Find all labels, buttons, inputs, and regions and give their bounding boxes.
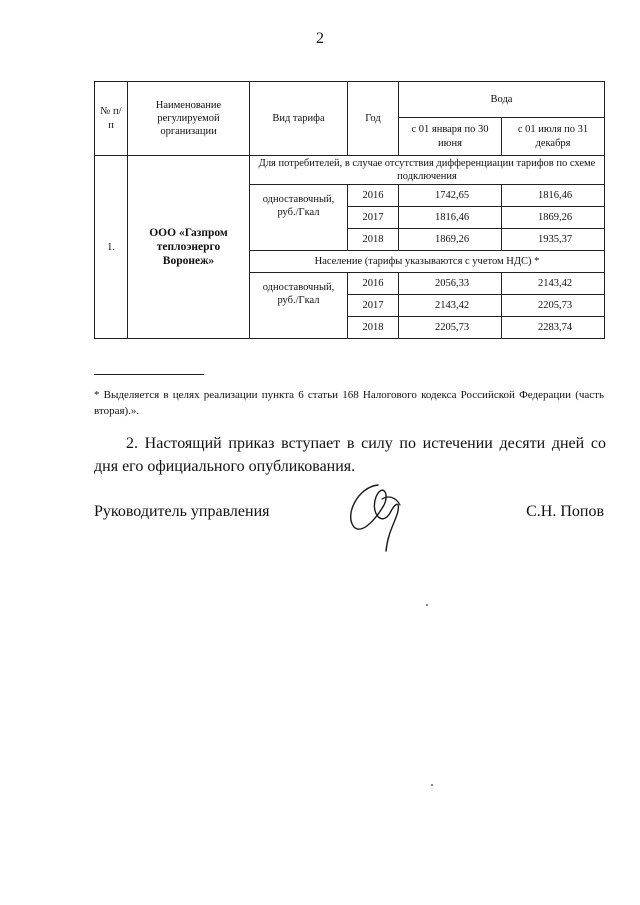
header-organization: Наименование регулируемой организации (128, 82, 250, 156)
scan-speck (431, 784, 433, 786)
tariff-type-cell: одноставочный, руб./Гкал (250, 185, 348, 251)
tariff-table (94, 81, 605, 339)
group-title: Население (тарифы указываются с учетом НДС) * (250, 251, 605, 273)
handwritten-signature (338, 475, 418, 555)
footnote: * Выделяется в целях реализации пункта 6 статьи 168 Налогового кодекса Российской Федерации (часть вторая).». (94, 389, 604, 417)
year-cell: 2016 (348, 273, 399, 295)
value-cell: 2205,73 (502, 295, 605, 317)
order-paragraph: 2. Настоящий приказ вступает в силу по истечении десяти дней со дня его официального опубликования. (94, 435, 606, 475)
value-cell: 2205,73 (399, 317, 502, 339)
scan-speck (426, 604, 428, 606)
value-cell: 1869,26 (502, 207, 605, 229)
value-cell: 1742,65 (399, 185, 502, 207)
value-cell: 2143,42 (502, 273, 605, 295)
header-period-2: с 01 июля по 31 декабря (502, 118, 605, 156)
year-cell: 2016 (348, 185, 399, 207)
value-cell: 1816,46 (399, 207, 502, 229)
header-num: № п/п (95, 82, 128, 156)
organization-name: ООО «Газпром теплоэнерго Воронеж» (128, 156, 250, 339)
header-year: Год (348, 82, 399, 156)
header-water: Вода (399, 82, 605, 118)
value-cell: 1935,37 (502, 229, 605, 251)
signatory-role: Руководитель управления (94, 503, 270, 520)
value-cell: 2283,74 (502, 317, 605, 339)
year-cell: 2017 (348, 295, 399, 317)
row-number: 1. (95, 156, 128, 339)
page-number: 2 (316, 30, 324, 47)
value-cell: 1869,26 (399, 229, 502, 251)
group-title: Для потребителей, в случае отсутствия дифференциации тарифов по схеме подключения (250, 156, 605, 185)
tariff-type-cell: одноставочный, руб./Гкал (250, 273, 348, 339)
signatory-name: С.Н. Попов (526, 503, 604, 520)
value-cell: 1816,46 (502, 185, 605, 207)
year-cell: 2018 (348, 317, 399, 339)
year-cell: 2018 (348, 229, 399, 251)
year-cell: 2017 (348, 207, 399, 229)
footnote-divider (94, 374, 204, 375)
value-cell: 2056,33 (399, 273, 502, 295)
header-tariff-type: Вид тарифа (250, 82, 348, 156)
value-cell: 2143,42 (399, 295, 502, 317)
header-period-1: с 01 января по 30 июня (399, 118, 502, 156)
